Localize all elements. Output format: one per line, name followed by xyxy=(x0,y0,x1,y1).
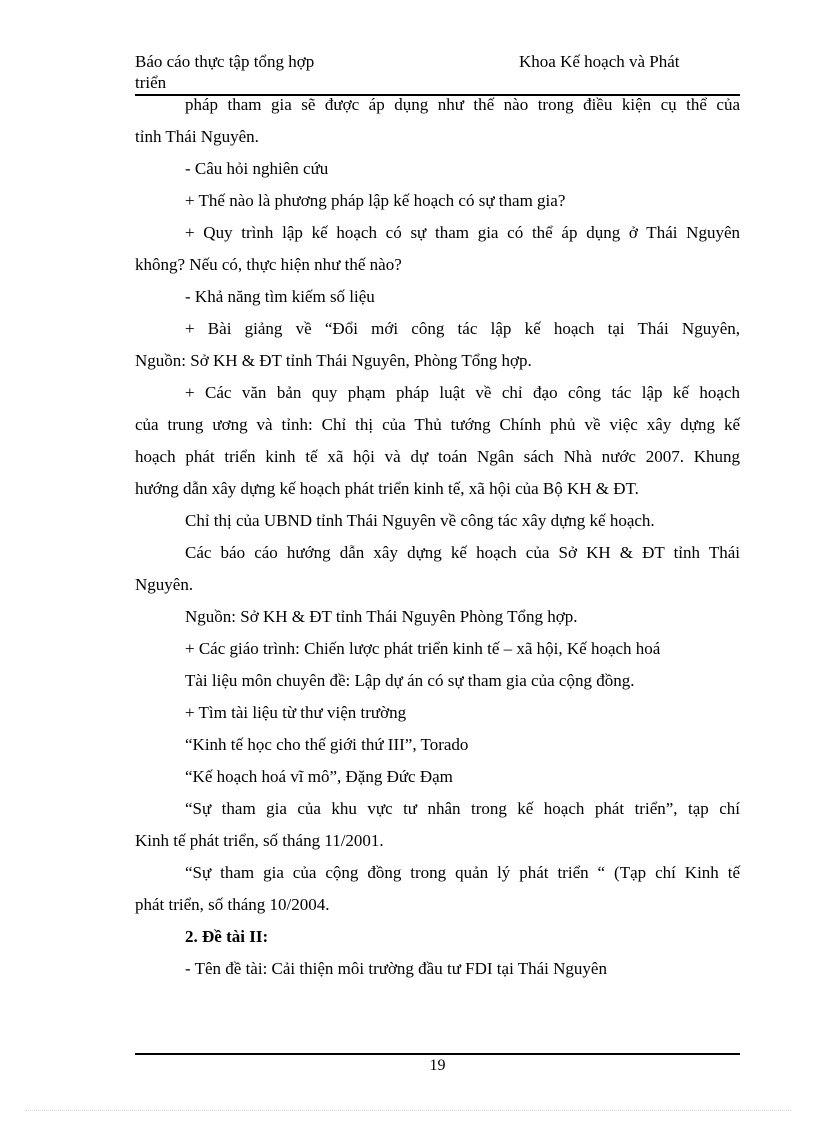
text-line: phát triển, số tháng 10/2004. xyxy=(135,895,330,914)
text-line: tỉnh Thái Nguyên. xyxy=(135,127,259,146)
text-line: + Bài giảng về “Đổi mới công tác lập kế hoạch tại Thái Nguyên, xyxy=(185,319,740,338)
text-line: Nguyên. xyxy=(135,575,194,594)
text-line: không? Nếu có, thực hiện như thế nào? xyxy=(135,255,402,274)
text-line: của trung ương và tỉnh: Chỉ thị của Thủ tướng Chính phủ về việc xây dựng kế xyxy=(135,415,740,434)
text-line: “Kinh tế học cho thế giới thứ III”, Torado xyxy=(185,735,469,754)
text-line: + Thế nào là phương pháp lập kế hoạch có sự tham gia? xyxy=(185,191,566,210)
text-line: “Sự tham gia của khu vực tư nhân trong kế hoạch phát triển”, tạp chí xyxy=(185,799,740,818)
text-line: “Sự tham gia của cộng đồng trong quản lý phát triển “ (Tạp chí Kinh tế xyxy=(185,863,740,882)
text-line: Nguồn: Sở KH & ĐT tỉnh Thái Nguyên Phòng Tổng hợp. xyxy=(185,607,578,626)
text-line: + Các giáo trình: Chiến lược phát triển kinh tế – xã hội, Kế hoạch hoá xyxy=(185,639,661,658)
header-faculty: Khoa Kế hoạch và Phát xyxy=(519,52,680,71)
text-line: Chỉ thị của UBND tỉnh Thái Nguyên về công tác xây dựng kế hoạch. xyxy=(185,511,655,530)
header-report-title: Báo cáo thực tập tổng hợp xyxy=(135,52,315,71)
section-heading: 2. Đề tài II: xyxy=(185,927,269,946)
text-line: - Câu hỏi nghiên cứu xyxy=(185,159,329,178)
header-faculty-continued: triển xyxy=(135,73,167,92)
page-bottom-edge xyxy=(25,1110,791,1111)
text-line: pháp tham gia sẽ được áp dụng như thế nào trong điều kiện cụ thể của xyxy=(185,95,740,114)
text-line: + Tìm tài liệu từ thư viện trường xyxy=(185,703,407,722)
text-line: + Quy trình lập kế hoạch có sự tham gia có thể áp dụng ở Thái Nguyên xyxy=(185,223,740,242)
text-line: Nguồn: Sở KH & ĐT tỉnh Thái Nguyên, Phòng Tổng hợp. xyxy=(135,351,532,370)
text-line: “Kế hoạch hoá vĩ mô”, Đặng Đức Đạm xyxy=(185,767,453,786)
text-line: - Tên đề tài: Cải thiện môi trường đầu tư FDI tại Thái Nguyên xyxy=(185,959,607,978)
text-line: Tài liệu môn chuyên đề: Lập dự án có sự tham gia của cộng đồng. xyxy=(185,671,635,690)
text-line: Các báo cáo hướng dẫn xây dựng kế hoạch của Sở KH & ĐT tỉnh Thái xyxy=(185,543,740,562)
footer-rule xyxy=(135,1053,740,1055)
text-line: - Khả năng tìm kiếm số liệu xyxy=(185,287,375,306)
text-line: hoạch phát triển kinh tế xã hội và dự toán Ngân sách Nhà nước 2007. Khung xyxy=(135,447,740,466)
text-line: hướng dẫn xây dựng kế hoạch phát triển kinh tế, xã hội của Bộ KH & ĐT. xyxy=(135,479,639,498)
text-line: + Các văn bản quy phạm pháp luật về chỉ đạo công tác lập kế hoạch xyxy=(185,383,740,402)
text-line: Kinh tế phát triển, số tháng 11/2001. xyxy=(135,831,384,850)
page-number: 19 xyxy=(429,1057,446,1074)
